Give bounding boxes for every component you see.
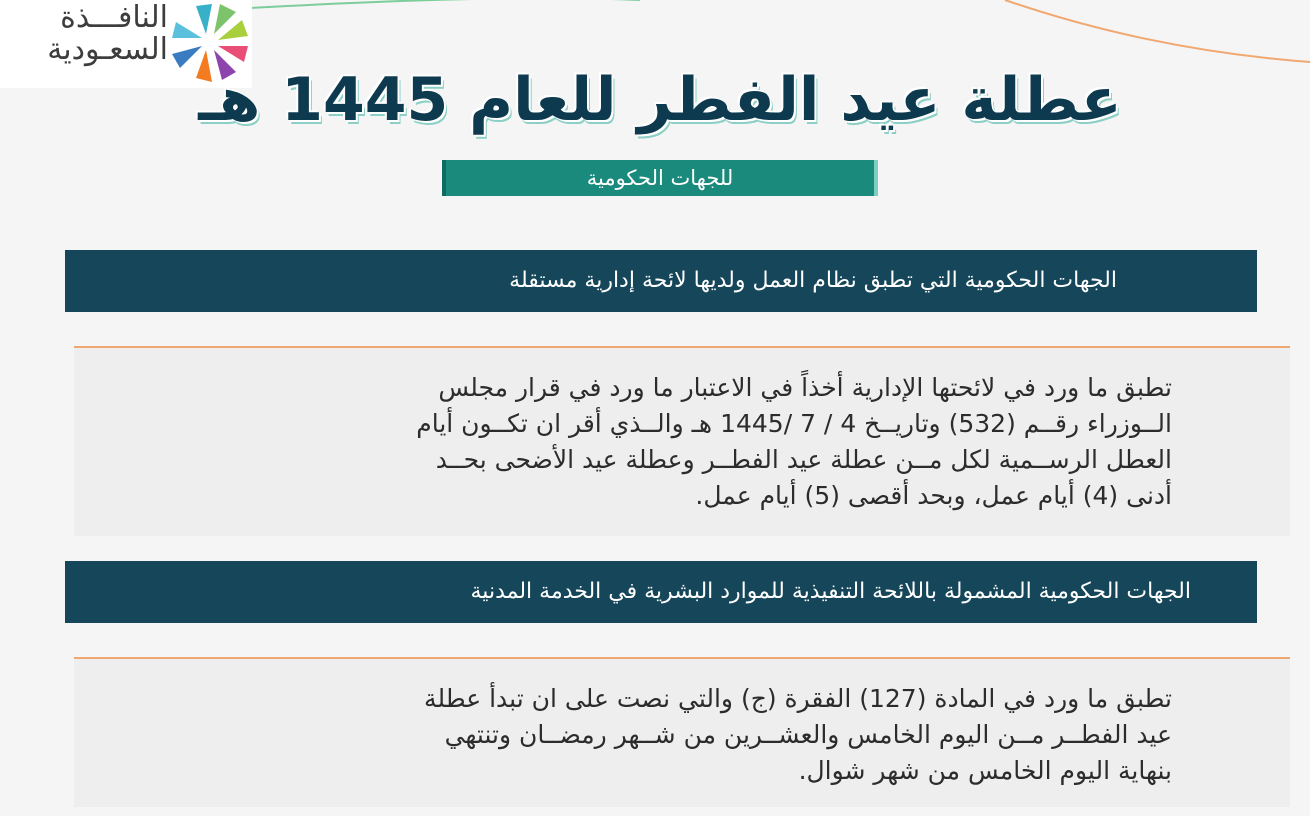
section-body-independent-regulation: تطبق ما ورد في لائحتها الإدارية أخذاً في الاعتبار ما ورد في قرار مجلس الــوزراء رقــم (532) وتاريــخ 4 / 7 /1445 هـ والــذي أقر ان تكــون أيام العطل الرســمية لكل مــن عطلة عيد الفطــر وعطلة عيد الأضحى بحــد أدنى (4) أيام عمل، وبحد أقصى (5) أيام عمل. [74,346,1290,536]
section-body-civil-service: تطبق ما ورد في المادة (127) الفقرة (ج) والتي نصت على ان تبدأ عطلة عيد الفطــر مــن اليوم الخامس والعشــرين من شــهر رمضــان وتنتهي بنهاية اليوم الخامس من شهر شوال. [74,657,1290,807]
logo-line-1: النافـــذة [60,0,168,35]
page-title: عطلة عيد الفطر للعام 1445 هـ [198,65,1122,135]
logo-line-2: السعـودية [47,32,168,67]
section-header-independent-regulation: الجهات الحكومية التي تطبق نظام العمل ولديها لائحة إدارية مستقلة [65,250,1257,312]
section-header-civil-service: الجهات الحكومية المشمولة باللائحة التنفيذية للموارد البشرية في الخدمة المدنية [65,561,1257,623]
subtitle-badge: للجهات الحكومية [442,160,878,196]
logo-text [0,2,168,66]
